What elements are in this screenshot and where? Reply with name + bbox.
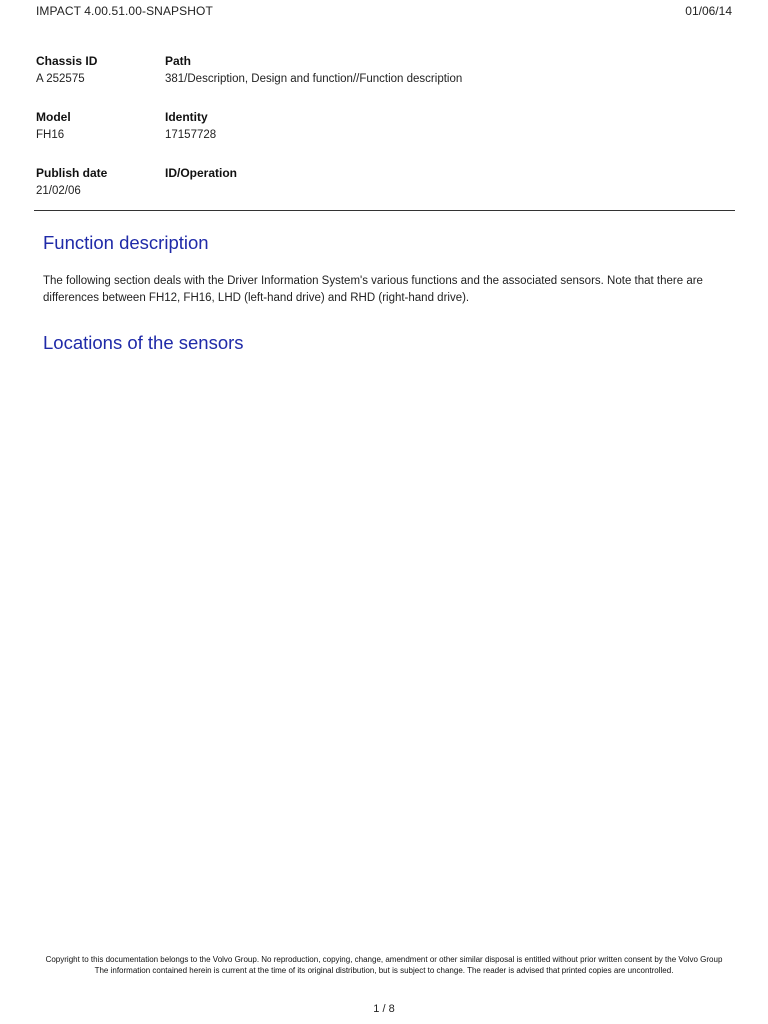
footer-legal [30, 954, 738, 976]
identity-label: Identity [165, 110, 208, 124]
model-field [36, 110, 165, 166]
intro-paragraph: The following section deals with the Driver Information System's various functions and the associated sensors. Note that there are differences between FH12, FH16, LHD (left-hand drive) and RHD (right-hand drive). [43, 275, 703, 304]
app-version-header: IMPACT 4.00.51.00-SNAPSHOT [36, 4, 213, 18]
identity-value: 17157728 [165, 129, 217, 141]
id-operation-field [165, 166, 736, 222]
metadata-row [36, 110, 736, 166]
disclaimer-notice: The information contained herein is current at the time of its original distribution, but is subject to change. The reader is advised that printed copies are uncontrolled. [94, 966, 674, 975]
model-value: FH16 [36, 129, 65, 141]
document-metadata [36, 54, 736, 222]
publish-date-field [36, 166, 165, 222]
print-date: 01/06/14 [685, 4, 732, 18]
publish-date-label: Publish date [36, 166, 108, 180]
function-description-heading: Function description [43, 232, 209, 253]
identity-field [165, 110, 736, 166]
chassis-id-value: A 252575 [36, 73, 85, 85]
id-operation-label: ID/Operation [165, 166, 238, 180]
sensor-locations-heading: Locations of the sensors [43, 332, 244, 353]
metadata-row [36, 166, 736, 222]
copyright-notice: Copyright to this documentation belongs to the Volvo Group. No reproduction, copying, change, amendment or other similar disposal is entitled without prior written consent by the Volvo Group [45, 955, 723, 964]
metadata-row [36, 54, 736, 110]
chassis-id-label: Chassis ID [36, 54, 98, 68]
path-label: Path [165, 54, 192, 68]
chassis-id-field [36, 54, 165, 110]
path-field [165, 54, 736, 110]
publish-date-value: 21/02/06 [36, 185, 81, 197]
path-value: 381/Description, Design and function//Function description [165, 73, 463, 85]
model-label: Model [36, 110, 71, 124]
header-divider [34, 210, 735, 211]
page-number: 1 / 8 [373, 1003, 395, 1015]
